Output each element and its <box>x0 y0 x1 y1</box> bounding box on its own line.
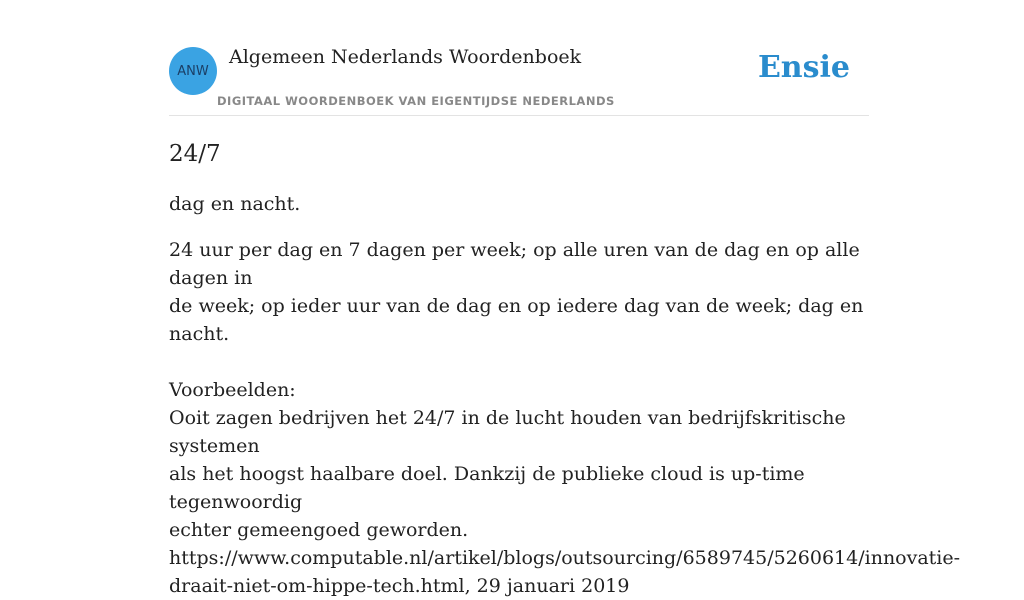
source-url-line: draait-niet-om-hippe-tech.html, 29 januari 2019 <box>169 575 630 597</box>
short-definition: dag en nacht. <box>169 193 301 215</box>
site-title[interactable]: Algemeen Nederlands Woordenboek <box>229 46 582 68</box>
example-line: echter gemeengoed geworden. <box>169 519 469 541</box>
anw-logo[interactable] <box>169 47 217 95</box>
examples-label: Voorbeelden: <box>169 379 296 401</box>
entry-content <box>169 138 961 600</box>
example-line: als het hoogst haalbare doel. Dankzij de publieke cloud is up-time tegenwoordig <box>169 463 805 513</box>
long-definition <box>169 236 889 348</box>
logo-text: ANW <box>177 63 209 79</box>
site-subtitle: DIGITAAL WOORDENBOEK VAN EIGENTIJDSE NEDERLANDS <box>217 94 615 108</box>
long-definition-line: 24 uur per dag en 7 dagen per week; op alle uren van de dag en op alle dagen in <box>169 239 860 289</box>
entry-term: 24/7 <box>169 141 221 167</box>
site-header <box>169 40 869 116</box>
source-url-line: https://www.computable.nl/artikel/blogs/outsourcing/6589745/5260614/innovatie- <box>169 547 961 569</box>
long-definition-line: de week; op ieder uur van de dag en op iedere dag van de week; dag en nacht. <box>169 295 864 345</box>
examples-block <box>169 376 961 600</box>
ensie-brand-link[interactable]: Ensie <box>757 50 850 85</box>
example-line: Ooit zagen bedrijven het 24/7 in de lucht houden van bedrijfskritische systemen <box>169 407 846 457</box>
